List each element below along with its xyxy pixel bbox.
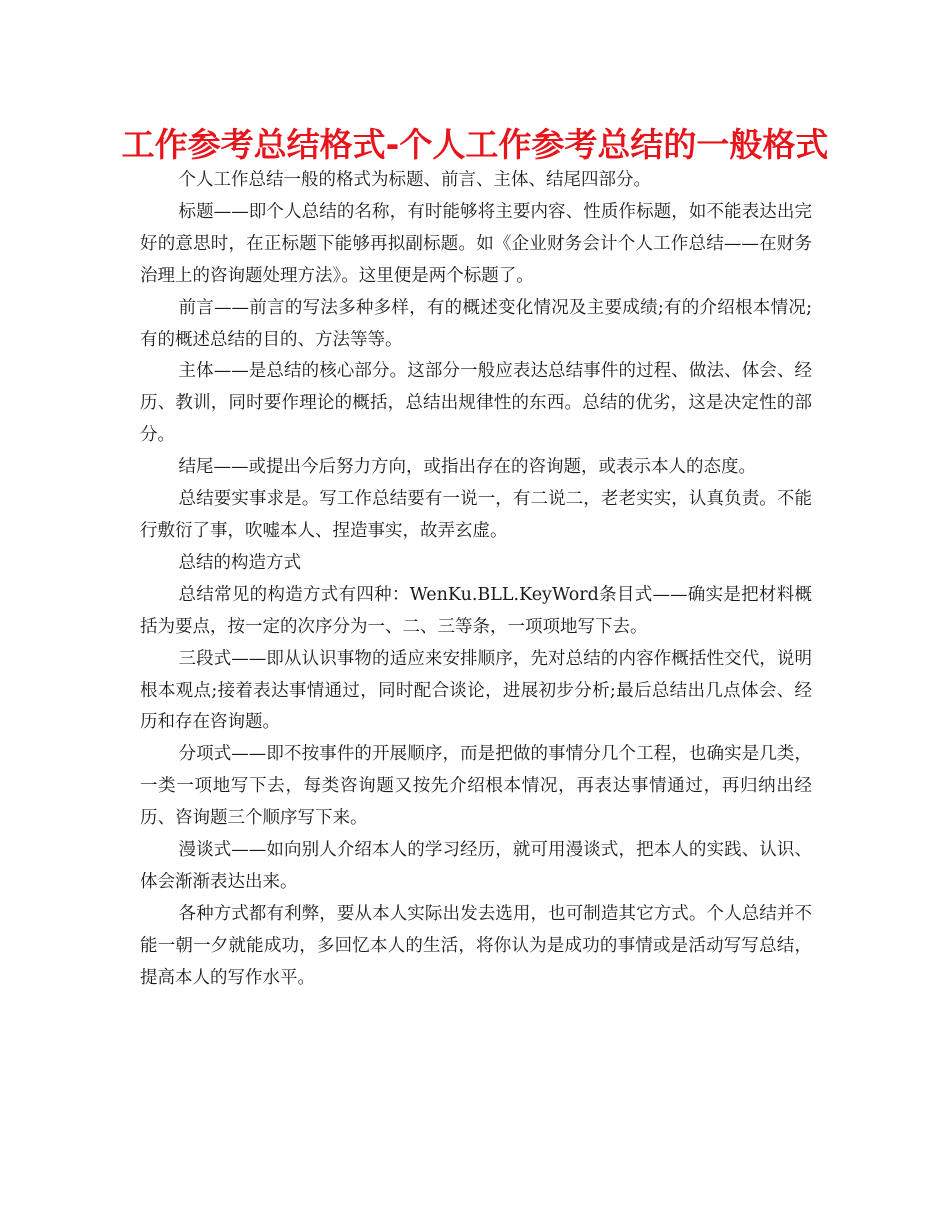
paragraph: 标题——即个人总结的名称，有时能够将主要内容、性质作标题，如不能表达出完好的意思时，在正标题下能够再拟副标题。如《企业财务会计个人工作总结——在财务治理上的咨询题处理方法》。这里便是两个标题了。 (140, 201, 812, 286)
document-title: 工作参考总结格式-个人工作参考总结的一般格式 (121, 125, 829, 164)
paragraph: 前言——前言的写法多种多样，有的概述变化情况及主要成绩;有的介绍根本情况;有的概述总结的目的、方法等等。 (140, 297, 812, 350)
paragraph: 各种方式都有利弊，要从本人实际出发去选用，也可制造其它方式。个人总结并不能一朝一夕就能成功，多回忆本人的生活，将你认为是成功的事情或是活动写写总结，提高本人的写作水平。 (140, 903, 812, 988)
paragraph: 总结要实事求是。写工作总结要有一说一，有二说二，老老实实，认真负责。不能行敷衍了事，吹嘘本人、捏造事实，故弄玄虚。 (140, 489, 812, 541)
paragraph: 主体——是总结的核心部分。这部分一般应表达总结事件的过程、做法、体会、经历、教训，同时要作理论的概括，总结出规律性的东西。总结的优劣，这是决定性的部分。 (140, 361, 812, 446)
paragraph: 总结常见的构造方式有四种：WenKu.BLL.KeyWord条目式——确实是把材料概括为要点，按一定的次序分为一、二、三等条，一项项地写下去。 (140, 584, 812, 637)
paragraph: 漫谈式——如向别人介绍本人的学习经历，就可用漫谈式，把本人的实践、认识、体会渐渐表达出来。 (140, 840, 812, 892)
section-heading: 总结的构造方式 (178, 552, 301, 573)
paragraph: 三段式——即从认识事物的适应来安排顺序，先对总结的内容作概括性交代，说明根本观点;接着表达事情通过，同时配合谈论，进展初步分析;最后总结出几点体会、经历和存在咨询题。 (140, 648, 812, 733)
paragraph: 个人工作总结一般的格式为标题、前言、主体、结尾四部分。 (178, 170, 651, 190)
document-body (140, 165, 812, 995)
paragraph: 结尾——或提出今后努力方向，或指出存在的咨询题，或表示本人的态度。 (178, 457, 756, 478)
paragraph: 分项式——即不按事件的开展顺序，而是把做的事情分几个工程，也确实是几类，一类一项地写下去，每类咨询题又按先介绍根本情况，再表达事情通过，再归纳出经历、咨询题三个顺序写下来。 (140, 744, 812, 829)
